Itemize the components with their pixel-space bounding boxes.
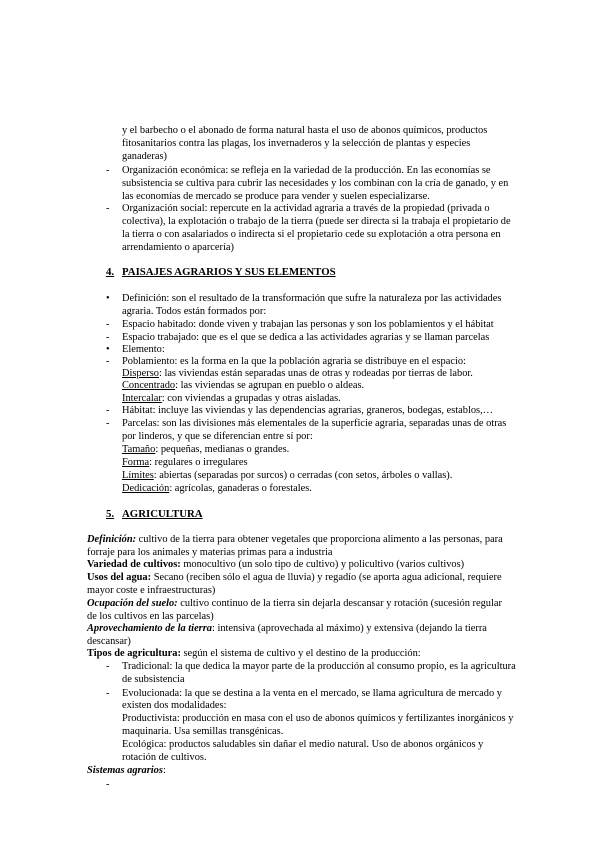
text-line: Dedicación: agrícolas, ganaderas o forestales. [122,483,312,494]
text-line: colectiva), la explotación o trabajo de la tierra (puede ser directa si la trabaja el propietario de [122,216,511,227]
text-line: Tipos de agricultura: según el sistema de cultivo y el destino de la producción: [87,648,421,659]
text-line: Definición: son el resultado de la transformación que sufre la naturaleza por las actividades [122,293,502,304]
section-heading-number: 5. [106,508,115,520]
text-line: Hábitat: incluye las viviendas y las dependencias agrarias, graneros, bodegas, establos,… [122,405,494,416]
text-line: Usos del agua: Secano (reciben sólo el agua de lluvia) y regadío (se aporta agua adicional, requiere [87,572,502,583]
bullet-marker: • [106,293,110,304]
bold-term: Ocupación del suelo: [87,598,178,609]
dash-marker: - [106,165,110,176]
text-line: subsistencia se cultiva para cubrir las necesidades y los combinan con la cría de ganado, y en [122,178,509,189]
bold-term: Tipos de agricultura: [87,648,181,659]
underlined-term: Disperso [122,368,159,379]
text-line: Definición: cultivo de la tierra para obtener vegetales que proporciona alimento a las personas, para [87,534,503,545]
text-line: existen dos modalidades: [122,700,227,711]
text-line: Intercalar: con viviendas a grupadas y otras aisladas. [122,393,341,404]
dash-marker: - [106,332,110,343]
text-line: Espacio habitado: donde viven y trabajan las personas y son los poblamientos y el hábitat [122,319,494,330]
text-line: agraria. Todos están formados por: [122,306,267,317]
bold-term: Definición: [87,534,137,545]
section-heading: AGRICULTURA [122,508,203,520]
text-line: Organización económica: se refleja en la variedad de la producción. En las economías se [122,165,491,176]
bullet-marker: • [106,344,110,355]
text-line: Ecológica: productos saludables sin dañar el medio natural. Uso de abonos orgánicos y [122,739,484,750]
text-line: rotación de cultivos. [122,752,207,763]
text-line: maquinaria. Usa semillas transgénicas. [122,726,284,737]
text-line: descansar) [87,636,131,647]
text-line: Parcelas: son las divisiones más elementales de la superficie agraria, separadas unas de otras [122,418,507,429]
text-line: Elemento: [122,344,165,355]
dash-marker: - [106,203,110,214]
underlined-term: Tamaño [122,444,156,455]
text-line: Organización social: repercute en la actividad agraria a través de la propiedad (privada o [122,203,490,214]
text-line: Tamaño: pequeñas, medianas o grandes. [122,444,290,455]
dash-marker: - [106,356,110,367]
text-line: Forma: regulares o irregulares [122,457,248,468]
text-line: Disperso: las viviendas están separadas unas de otras y rodeadas por tierras de labor. [122,368,473,379]
text-line: Tradicional: la que dedica la mayor parte de la producción al consumo propio, es la agricultura [122,661,516,672]
underlined-term: Intercalar [122,393,162,404]
bold-term: Sistemas agrarios [87,765,163,776]
dash-marker: - [106,405,110,416]
text-line: forraje para los animales y materias primas para a industria [87,547,333,558]
text-line: la tierra o con asalariados o indirecta si el propietario cede su explotación a otra persona en [122,229,501,240]
text-line: de los cultivos en las parcelas) [87,611,214,622]
dash-marker: - [106,661,110,672]
underlined-term: Dedicación [122,483,170,494]
dash-marker: - [106,418,110,429]
section-heading-number: 4. [106,266,115,278]
bold-term: Usos del agua: [87,572,152,583]
text-line: Sistemas agrarios: [87,765,166,776]
dash-marker: - [106,688,110,699]
text-line: mayor coste e infraestructuras) [87,585,216,596]
underlined-term: Límites [122,470,154,481]
text-line: de subsistencia [122,674,185,685]
text-line: Poblamiento: es la forma en la que la población agraria se distribuye en el espacio: [122,356,466,367]
text-line: Evolucionada: la que se destina a la venta en el mercado, se llama agricultura de mercado y [122,688,502,699]
text-line: Concentrado: las viviendas se agrupan en pueblo o aldeas. [122,380,365,391]
text-line: ganaderas) [122,151,167,162]
bold-term: Aprovechamiento de la tierra [87,623,212,634]
text-line: Aprovechamiento de la tierra: intensiva (aprovechada al máximo) y extensiva (dejando la tierra [87,623,487,634]
text-line: Límites: abiertas (separadas por surcos) o cerradas (con setos, árboles o vallas). [122,470,453,481]
dash-marker: - [106,779,110,790]
text-line: por linderos, y que se diferencian entre sí por: [122,431,313,442]
text-line: Productivista: producción en masa con el uso de abonos químicos y fertilizantes inorgánicos y [122,713,514,724]
text-line: fitosanitarios contra las plagas, los invernaderos y la selección de plantas y especies [122,138,471,149]
underlined-term: Concentrado [122,380,176,391]
text-line: y el barbecho o el abonado de forma natural hasta el uso de abonos químicos, productos [122,125,488,136]
underlined-term: Forma [122,457,150,468]
dash-marker: - [106,319,110,330]
section-heading: PAISAJES AGRARIOS Y SUS ELEMENTOS [122,266,336,278]
text-line: las economías de mercado se produce para vender y suelen especializarse. [122,191,430,202]
text-line: Ocupación del suelo: cultivo continuo de la tierra sin dejarla descansar y rotación (sucesión regular [87,598,502,609]
bold-term: Variedad de cultivos: [87,559,181,570]
text-line: arrendamiento o aparcería) [122,242,234,253]
text-line: Espacio trabajado: que es el que se dedica a las actividades agrarias y se llaman parcelas [122,332,490,343]
text-line: Variedad de cultivos: monocultivo (un solo tipo de cultivo) y policultivo (varios cultivos) [87,559,465,570]
